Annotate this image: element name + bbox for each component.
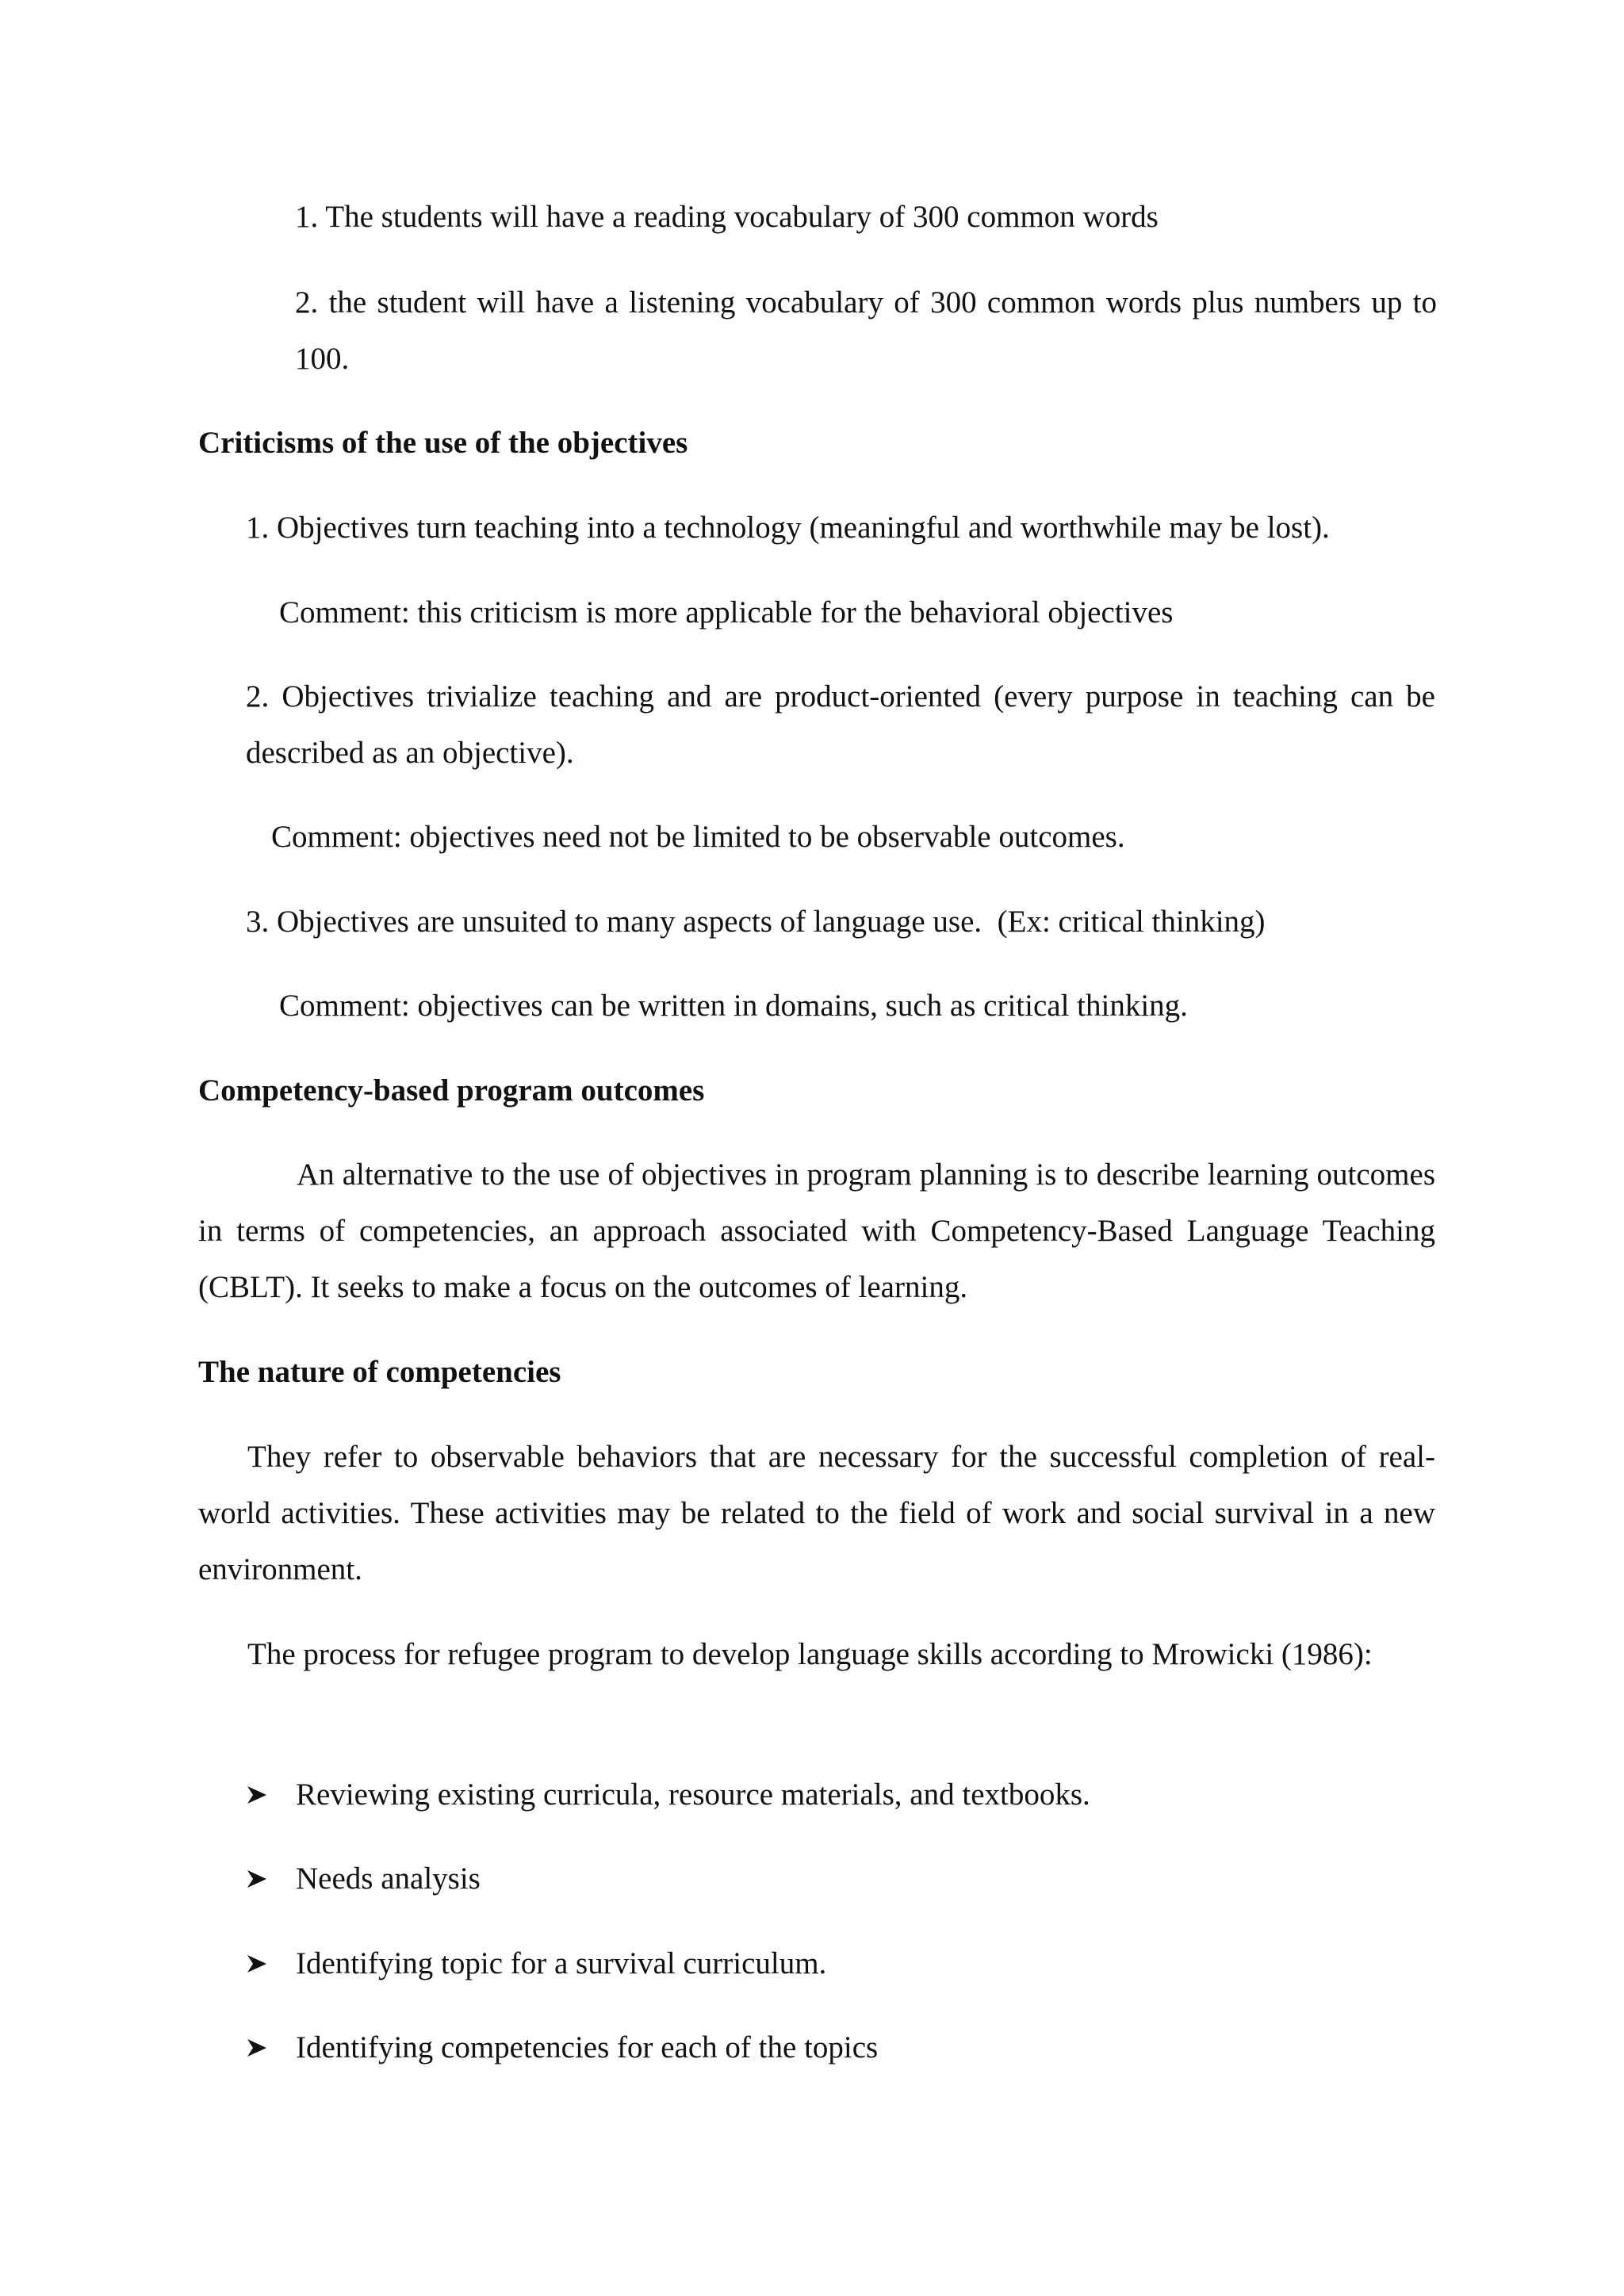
bullet-item-text: Needs analysis [296, 1862, 481, 1896]
competency-outcomes-heading: Competency-based program outcomes [198, 1073, 705, 1108]
criticism-3-comment: Comment: objectives can be written in domains, such as critical thinking. [279, 989, 1188, 1023]
objective-example-2: 2. the student will have a listening vocabulary of 300 common words plus numbers up to 100. [295, 285, 1437, 376]
criticism-1-comment: Comment: this criticism is more applicable for the behavioral objectives [279, 595, 1174, 629]
bullet-item [244, 1935, 1434, 1992]
criticism-2: 2. Objectives trivialize teaching and are product-oriented (every purpose in teaching can be described as an objective). [246, 679, 1435, 770]
competency-outcomes-paragraph: An alternative to the use of objectives in program planning is to describe learning outcomes in terms of competencies, an approach associated with Competency-Based Language Teaching (CBLT). It seeks to make a focus on the outcomes of learning. [198, 1158, 1435, 1304]
bullet-item-text: Reviewing existing curricula, resource materials, and textbooks. [296, 1777, 1090, 1812]
arrow-bullet-icon [244, 2019, 276, 2076]
criticism-1: 1. Objectives turn teaching into a technology (meaningful and worthwhile may be lost). [246, 511, 1330, 545]
bullet-item [244, 1766, 1434, 1823]
nature-heading: The nature of competencies [198, 1355, 561, 1389]
arrow-bullet-icon [244, 1935, 276, 1992]
arrow-bullet-icon [244, 1766, 276, 1823]
nature-paragraph-1: They refer to observable behaviors that are necessary for the successful completion of real-world activities. These activities may be related to the field of work and social survival in a new environment. [198, 1440, 1435, 1586]
bullet-item [244, 1850, 1434, 1907]
bullet-item [244, 2019, 1434, 2076]
criticism-3: 3. Objectives are unsuited to many aspects of language use. (Ex: critical thinking) [246, 905, 1266, 939]
arrow-bullet-icon [244, 1850, 276, 1907]
bullet-item-text: Identifying competencies for each of the topics [296, 2030, 879, 2064]
objective-example-1: 1. The students will have a reading vocabulary of 300 common words [295, 200, 1159, 234]
nature-paragraph-2: The process for refugee program to develop language skills according to Mrowicki (1986): [247, 1637, 1373, 1671]
criticisms-heading: Criticisms of the use of the objectives [198, 426, 688, 460]
criticism-2-comment: Comment: objectives need not be limited to be observable outcomes. [271, 820, 1125, 854]
bullet-item-text: Identifying topic for a survival curriculum. [296, 1946, 827, 1980]
